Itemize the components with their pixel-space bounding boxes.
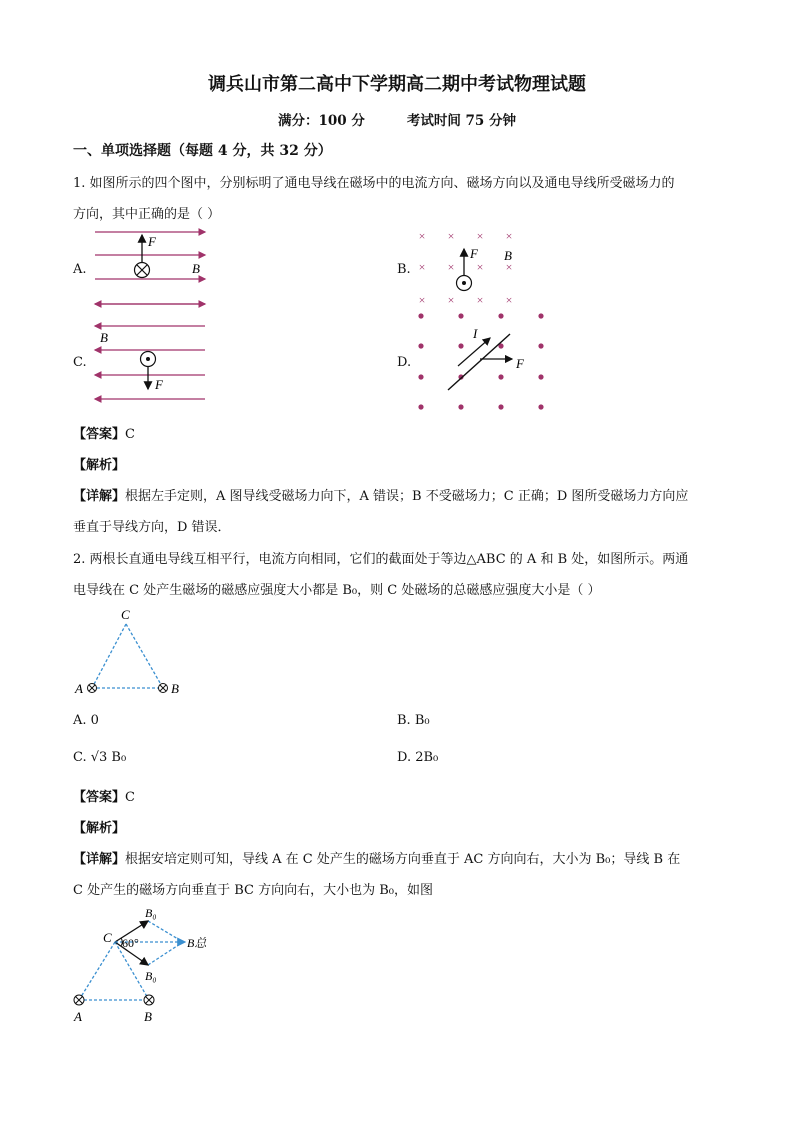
q1-answer: 【答案】C [73,427,135,442]
q1-figure-c [90,296,210,406]
vertex-label-a: A [75,681,83,696]
q2-option-b: B. B₀ [397,713,430,728]
q1-figure-b [410,225,530,310]
wire-b-current-into-page-icon [159,684,168,693]
svg-text:×: × [447,229,455,243]
point-label-a: A [74,1009,82,1024]
page-title: 调兵山市第二高中下学期高二期中考试物理试题 [208,74,586,95]
q2-detail-line1: 【详解】根据安培定则可知，导线 A 在 C 处产生的磁场方向垂直于 AC 方向向右，大小为 B₀；导线 B 在 [73,852,681,867]
q2-stem-line1: 2. 两根长直通电导线互相平行，电流方向相同，它们的截面处于等边△ABC 的 A 和 B 处，如图所示。两通 [73,552,689,567]
force-label: F [148,234,156,249]
wire-a-current-into-page-icon [88,684,97,693]
wire-b-current-into-page-icon [144,995,154,1005]
svg-text:×: × [418,260,426,274]
current-arrow [458,338,490,366]
angle-label: 60° [122,936,139,950]
svg-text:×: × [447,293,455,307]
current-label: I [473,326,478,341]
q2-option-d: D. 2B₀ [397,750,439,765]
q2-answer: 【答案】C [73,790,135,805]
force-label: F [155,377,163,392]
q2-vector-figure [65,904,215,1029]
vertex-label-c: C [121,607,130,622]
q2-stem-line2: 电导线在 C 处产生磁场的磁感应强度大小都是 B₀，则 C 处磁场的总磁感应强度大小是（ ） [73,583,601,598]
q2-triangle-figure [72,604,187,699]
field-label: B [192,261,200,276]
svg-text:×: × [505,293,513,307]
q2-option-c: C. √3 B₀ [73,750,127,765]
force-label: F [470,246,478,261]
point-label-c: C [103,930,112,945]
svg-text:×: × [505,229,513,243]
point-label-b: B [144,1009,152,1024]
svg-text:×: × [476,260,484,274]
q2-analysis-tag: 【解析】 [73,821,126,836]
q1-stem-line2: 方向，其中正确的是（ ） [73,207,221,222]
exam-info [0,109,794,129]
time-info: 考试时间 75 分钟 [406,113,517,129]
section-heading: 一、单项选择题（每题 4 分，共 32 分） [73,143,332,159]
wire-a-current-into-page-icon [74,995,84,1005]
wire [448,334,510,390]
svg-text:×: × [476,229,484,243]
q2-option-a: A. 0 [73,713,99,728]
svg-text:×: × [505,260,513,274]
q1-option-b-label: B. [397,262,411,277]
field-label: B [100,330,108,345]
q1-option-a-label: A. [73,262,87,277]
field-label: B [504,248,512,263]
q1-detail-line2: 垂直于导线方向，D 错误． [73,520,231,535]
vertex-label-b: B [171,681,179,696]
force-label: F [516,356,524,371]
q1-detail-line1: 【详解】根据左手定则，A 图导线受磁场力向下，A 错误；B 不受磁场力；C 正确；D 图所受磁场力方向应 [73,489,689,504]
svg-text:×: × [476,293,484,307]
svg-text:×: × [447,260,455,274]
score-info: 满分：100 分 [277,113,365,129]
label-b-total: B总 [187,936,207,950]
q1-analysis-tag: 【解析】 [73,458,126,473]
label-b0-up: B₀ [145,906,157,920]
q1-option-c-label: C. [73,355,87,370]
q2-detail-line2: C 处产生的磁场方向垂直于 BC 方向向右，大小也为 B₀，如图 [73,883,433,898]
q1-figure-d [410,308,550,416]
label-b0-down: B₀ [145,969,157,983]
svg-text:×: × [418,293,426,307]
svg-text:×: × [418,229,426,243]
q1-stem-line1: 1. 如图所示的四个图中，分别标明了通电导线在磁场中的电流方向、磁场方向以及通电导线所受磁场力的 [73,176,675,191]
q1-option-d-label: D. [397,355,412,370]
